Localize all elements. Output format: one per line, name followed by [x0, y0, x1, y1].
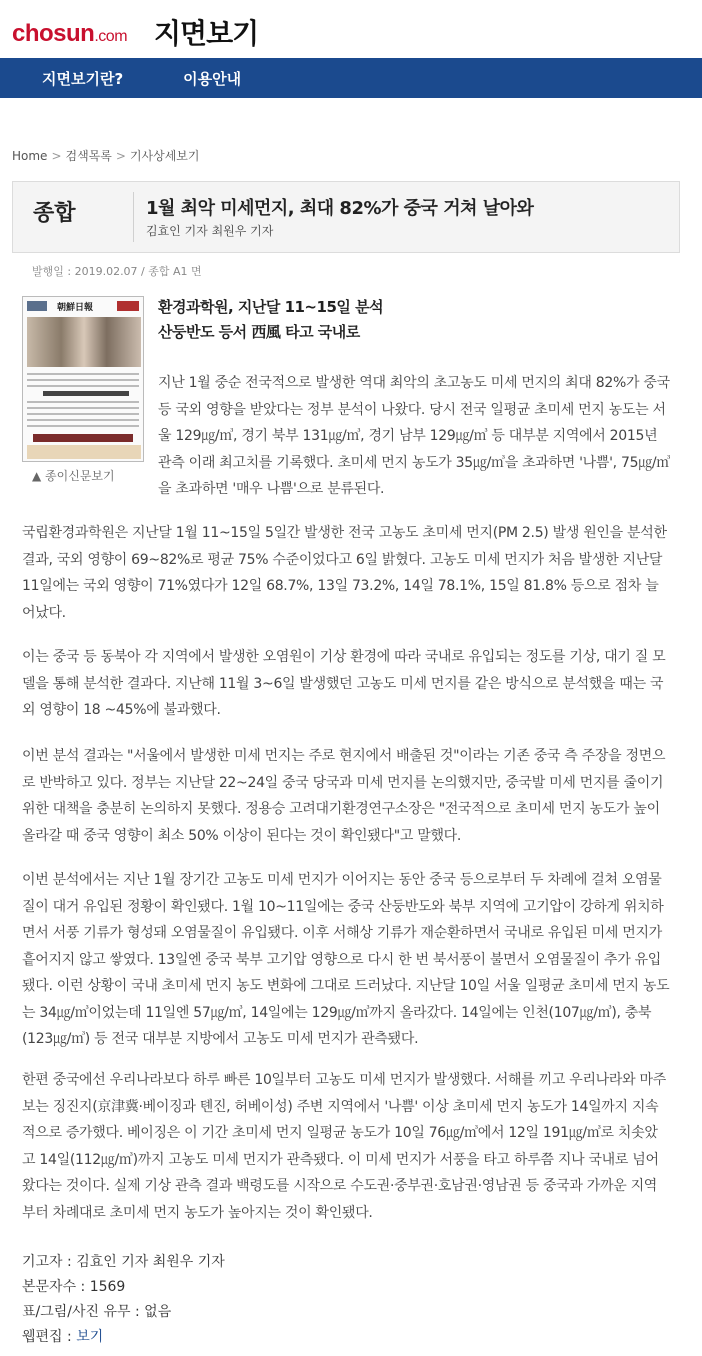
article-paragraph: 이번 분석 결과는 "서울에서 발생한 미세 먼지는 주로 현지에서 배출된 것"이라는 기존 중국 측 주장을 정면으로 반박하고 있다. 정부는 지난달 22~24일 중국 당국과 미세 먼지를 논의했지만, 중국발 미세 먼지를 줄이기 위한 대책을 충분히 논의하지 못했다. 정용승 고려대기환경연구소장은 "전국적으로 초미세 먼지 농도가 높이 올라갈 때 중국 영향이 최소 50% 이상이 된다는 것이 확인됐다"고 말했다.	[22, 748, 666, 844]
article-subhead: 환경과학원, 지난달 11~15일 분석	[158, 298, 384, 316]
site-header	[0, 0, 702, 58]
nav-item-guide[interactable]: 이용안내	[183, 69, 242, 88]
divider	[133, 192, 134, 242]
chosun-logo[interactable]	[12, 20, 127, 48]
footer-char-count: 본문자수 : 1569	[22, 1279, 126, 1295]
newspaper-thumbnail[interactable]	[22, 296, 144, 462]
breadcrumb-search-list[interactable]: 검색목록	[65, 149, 112, 163]
article-header	[12, 181, 680, 253]
thumbnail-masthead	[27, 300, 139, 312]
publish-meta: 발행일 : 2019.02.07 / 종합 A1 면	[32, 265, 202, 278]
article-lead-paragraph: 지난 1월 중순 전국적으로 발생한 역대 최악의 초고농도 미세 먼지의 최대 82%가 중국 등 국외 영향을 받았다는 정부 분석이 나왔다. 당시 전국 일평균 초미세 먼지 농도는 서울 129㎍/㎥, 경기 북부 131㎍/㎥, 경기 남부 129㎍/㎥ 등 대부분 지역에서 2015년 관측 이래 최고치를 기록했다. 초미세 먼지 농도가 35㎍/㎥을 초과하면 '나쁨', 75㎍/㎥을 초과하면 '매우 나쁨'으로 분류된다.	[158, 375, 671, 497]
web-view-link[interactable]: 보기	[76, 1329, 104, 1345]
footer-web-edit	[22, 1326, 103, 1346]
article-paragraph: 국립환경과학원은 지난달 1월 11~15일 5일간 발생한 전국 고농도 초미세 먼지(PM 2.5) 발생 원인을 분석한 결과, 국외 영향이 69~82%로 평균 75% 수준이었다고 6일 밝혔다. 고농도 미세 먼지가 처음 발생한 지난달 11일에는 국외 영향이 71%였다가 12일 68.7%, 13일 73.2%, 14일 78.1%, 15일 81.8% 등으로 점차 늘어났다.	[22, 525, 667, 621]
site-title: 지면보기	[154, 17, 259, 50]
article-title: 1월 최악 미세먼지, 최대 82%가 중국 거쳐 날아와	[146, 198, 534, 219]
section-label: 종합	[33, 201, 76, 226]
thumbnail-photo	[27, 317, 141, 367]
article-paragraph: 이번 분석에서는 지난 1월 장기간 고농도 미세 먼지가 이어지는 동안 중국 등으로부터 두 차례에 걸쳐 오염물질이 대거 유입된 정황이 확인됐다. 1월 10~11일에는 중국 산둥반도와 북부 지역에 고기압이 강하게 위치하면서 서풍 기류가 형성돼 오염물질이 유입됐다. 이후 서해상 기류가 재순환하면서 국내로 유입된 미세 먼지가 흩어지지 않고 쌓였다. 13일엔 중국 북부 고기압 영향으로 다시 한 번 북서풍이 불면서 오염물질이 추가 유입됐다. 이런 상황이 국내 초미세 먼지 농도 변화에 그대로 드러났다. 지난달 10일 서울 일평균 초미세 먼지 농도는 34㎍/㎥이었는데 11일엔 57㎍/㎥, 14일에는 129㎍/㎥까지 올라갔다. 14일에는 인천(107㎍/㎥), 충북(123㎍/㎥) 등 전국 대부분 지방에서 고농도 미세 먼지가 관측됐다.	[22, 872, 670, 1047]
logo-brand: chosun	[12, 20, 95, 47]
logo-domain: .com	[94, 28, 128, 45]
breadcrumb-article-detail: 기사상세보기	[129, 149, 200, 163]
chevron-right-icon: >	[51, 149, 62, 163]
footer-reporter: 기고자 : 김효인 기자 최원우 기자	[22, 1254, 225, 1270]
article-paragraph: 이는 중국 등 동북아 각 지역에서 발생한 오염원이 기상 환경에 따라 국내로 유입되는 정도를 기상, 대기 질 모델을 통해 분석한 결과다. 지난해 11월 3~6일 발생했던 고농도 미세 먼지를 같은 방식으로 분석했을 때는 국외 영향이 18 ~45%에 불과했다.	[22, 649, 666, 718]
chevron-right-icon: >	[115, 149, 126, 163]
breadcrumb-home[interactable]: Home	[12, 149, 48, 163]
thumbnail-headline	[43, 391, 129, 396]
thumbnail-paper-name: 朝鮮日報	[57, 303, 94, 313]
nav-item-about[interactable]: 지면보기란?	[42, 69, 124, 88]
web-edit-label: 웹편집 :	[22, 1329, 77, 1345]
main-nav	[0, 58, 702, 98]
footer-figures: 표/그림/사진 유무 : 없음	[22, 1304, 172, 1320]
thumbnail-ad	[27, 445, 141, 459]
thumbnail-subheadline	[33, 434, 133, 442]
view-paper-link[interactable]: ▲ 종이신문보기	[32, 469, 115, 483]
article-paragraph: 한편 중국에선 우리나라보다 하루 빠른 10일부터 고농도 미세 먼지가 발생했다. 서해를 끼고 우리나라와 마주 보는 징진지(京津冀·베이징과 톈진, 허베이성) 주변 지역에서 '나쁨' 이상 초미세 먼지 농도가 14일까지 지속적으로 증가했다. 베이징은 이 기간 초미세 먼지 일평균 농도가 10일 76㎍/㎥에서 12일 191㎍/㎥로 치솟았고 14일(112㎍/㎥)까지 고농도 미세 먼지가 관측됐다. 이 미세 먼지가 서풍을 타고 하루쯤 지나 국내로 넘어왔다는 것이다. 실제 기상 관측 결과 백령도를 시작으로 수도권·중부권·호남권·영남권 등 중국과 가까운 지역부터 차례대로 초미세 먼지 농도가 높아지는 것이 확인됐다.	[22, 1072, 666, 1221]
article-byline: 김효인 기자 최원우 기자	[146, 224, 274, 238]
article-subhead: 산둥반도 등서 西風 타고 국내로	[158, 323, 360, 341]
breadcrumb	[12, 147, 200, 164]
